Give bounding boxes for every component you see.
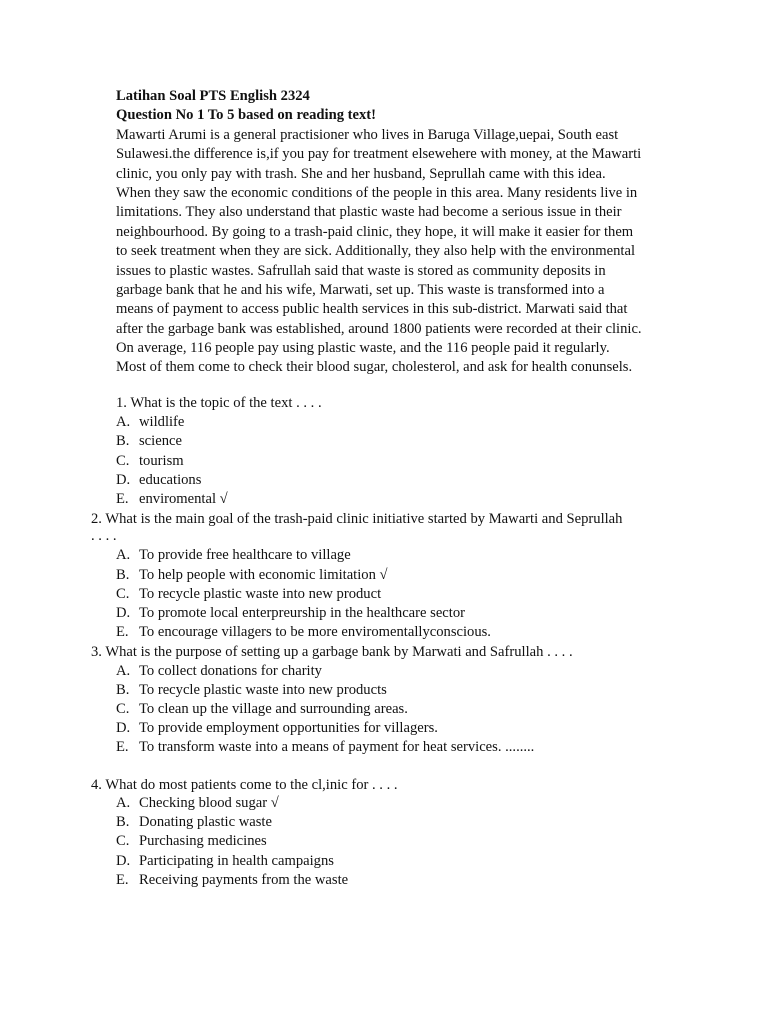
option-letter: E. xyxy=(116,872,129,888)
option-letter: B. xyxy=(116,814,130,830)
passage-line: Sulawesi.the difference is,if you pay for treatment elsewehere with money, at the Mawarti xyxy=(116,146,642,163)
reading-passage xyxy=(116,126,676,378)
passage-line: On average, 116 people pay using plastic waste, and the 116 people paid it regularly. xyxy=(116,340,610,357)
document-title: Latihan Soal PTS English 2324 xyxy=(116,88,310,104)
option-text: Checking blood sugar √ xyxy=(139,795,279,811)
passage-line: means of payment to access public health services in this sub-district. Marwati said that xyxy=(116,301,628,318)
option-text: To help people with economic limitation √ xyxy=(139,567,388,583)
option-letter: E. xyxy=(116,491,129,507)
option-letter: A. xyxy=(116,547,131,563)
passage-line: issues to plastic wastes. Safrullah said that waste is stored as community deposits in xyxy=(116,262,606,279)
option-text: To encourage villagers to be more enviromentallyconscious. xyxy=(139,624,491,640)
option-letter: A. xyxy=(116,663,131,679)
option-text: wildlife xyxy=(139,414,185,430)
passage-line: When they saw the economic conditions of the people in this area. Many residents live in xyxy=(116,184,638,201)
option-text: educations xyxy=(139,472,202,488)
question-prompt: 1. What is the topic of the text . . . . xyxy=(116,395,322,411)
passage-line: Most of them come to check their blood sugar, cholesterol, and ask for health conunsels. xyxy=(116,359,633,376)
option-letter: A. xyxy=(116,795,131,811)
option-letter: B. xyxy=(116,567,130,583)
option-letter: E. xyxy=(116,624,129,640)
option-text: To transform waste into a means of payment for heat services. ........ xyxy=(139,739,535,755)
option-text: Participating in health campaigns xyxy=(139,853,334,869)
option-text: To provide free healthcare to village xyxy=(139,547,351,563)
passage-line: garbage bank that he and his wife, Marwati, set up. This waste is transformed into a xyxy=(116,281,605,298)
passage-line: clinic, you only pay with trash. She and her husband, Seprullah came with this idea. xyxy=(116,165,606,182)
question-prompt-continuation: . . . . xyxy=(91,528,117,544)
option-text: To recycle plastic waste into new products xyxy=(139,682,387,698)
passage-line: to seek treatment when they are sick. Additionally, they also help with the environmental xyxy=(116,243,636,260)
option-letter: C. xyxy=(116,701,130,717)
option-text: To recycle plastic waste into new product xyxy=(139,586,382,602)
option-letter: D. xyxy=(116,720,131,736)
question-prompt: 3. What is the purpose of setting up a garbage bank by Marwati and Safrullah . . . . xyxy=(91,644,573,660)
option-text: Receiving payments from the waste xyxy=(139,872,349,888)
option-text: To collect donations for charity xyxy=(139,663,322,679)
passage-line: Mawarti Arumi is a general practisioner who lives in Baruga Village,uepai, South east xyxy=(116,126,619,143)
option-text: Purchasing medicines xyxy=(139,833,267,849)
option-text: Donating plastic waste xyxy=(139,814,272,830)
option-text: To provide employment opportunities for villagers. xyxy=(139,720,438,736)
option-letter: D. xyxy=(116,472,131,488)
option-letter: D. xyxy=(116,605,131,621)
option-letter: B. xyxy=(116,682,130,698)
option-text: science xyxy=(139,433,182,449)
question-prompt: 4. What do most patients come to the cl,inic for . . . . xyxy=(91,777,398,793)
passage-line: limitations. They also understand that plastic waste had become a serious issue in their xyxy=(116,204,622,221)
question-prompt: 2. What is the main goal of the trash-paid clinic initiative started by Mawarti and Seprullah xyxy=(91,511,623,527)
passage-line: neighbourhood. By going to a trash-paid clinic, they hope, it will make it easier for them xyxy=(116,223,634,240)
header-block xyxy=(116,87,676,378)
option-letter: B. xyxy=(116,433,130,449)
option-text: enviromental √ xyxy=(139,491,228,507)
passage-line: after the garbage bank was established, around 1800 patients were recorded at their clinic. xyxy=(116,320,642,337)
option-text: To clean up the village and surrounding areas. xyxy=(139,701,408,717)
instruction-line: Question No 1 To 5 based on reading text! xyxy=(116,107,377,124)
option-text: tourism xyxy=(139,453,184,469)
option-letter: C. xyxy=(116,586,130,602)
option-letter: E. xyxy=(116,739,129,755)
option-letter: C. xyxy=(116,453,130,469)
option-text: To promote local enterpreurship in the healthcare sector xyxy=(139,605,465,621)
option-letter: C. xyxy=(116,833,130,849)
option-letter: A. xyxy=(116,414,131,430)
option-letter: D. xyxy=(116,853,131,869)
